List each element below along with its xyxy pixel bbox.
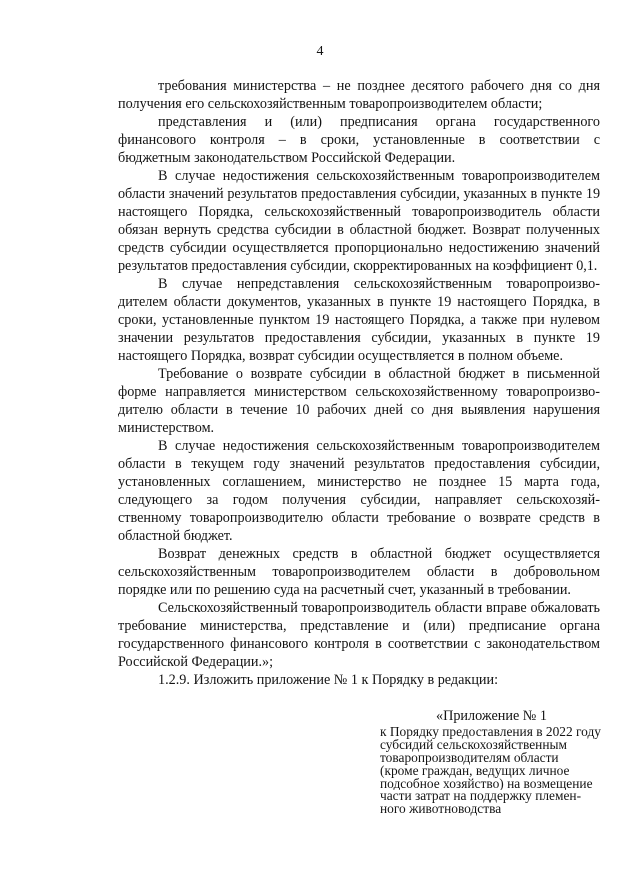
appendix-caption-line: подсобное хозяйство) на возмещение [380, 777, 593, 791]
appendix-caption-line: субсидий сельскохозяйственным [380, 738, 567, 752]
paragraph [118, 671, 600, 689]
paragraph [118, 167, 600, 275]
text-line: финансового контроля – в сроки, установленные в соответствии с [118, 132, 600, 148]
text-line: форме направляется министерством сельскохозяйственному товаропроизво- [118, 384, 600, 400]
text-line: результатов предоставления субсидии, скорректированных на коэффициент 0,1. [118, 258, 598, 274]
text-line: настоящего Порядка, сельскохозяйственный товаропроизводитель области [118, 204, 600, 220]
text-line: требования министерства – не позднее десятого рабочего дня со дня [158, 78, 600, 94]
paragraph [118, 599, 600, 671]
text-line: обязан вернуть средства субсидии в областной бюджет. Возврат полученных [118, 222, 600, 238]
appendix-caption-line: части затрат на поддержку племен- [380, 790, 582, 804]
text-line: областной бюджет. [118, 528, 233, 544]
paragraph [118, 113, 600, 167]
page-number: 4 [316, 44, 324, 59]
paragraph [118, 545, 600, 599]
text-line: настоящего Порядка, возврат субсидии осуществляется в полном объеме. [118, 348, 564, 364]
text-line: министерством. [118, 420, 215, 436]
text-line: В случае непредставления сельскохозяйственным товаропроизво- [158, 276, 600, 292]
text-line: сроки, установленные пунктом 19 настоящего Порядка, а также при нулевом [118, 312, 600, 328]
text-line: Требование о возврате субсидии в областной бюджет в письменной [158, 366, 600, 382]
text-line: государственного финансового контроля в соответствии с законодательством [118, 636, 600, 652]
paragraph [118, 275, 600, 365]
appendix-caption-line: ного животноводства [380, 803, 502, 817]
text-line: бюджетным законодательством Российской Федерации. [118, 150, 456, 166]
text-line: требование министерства, представление и (или) предписание органа [118, 618, 600, 634]
text-line: области значений результатов предоставления субсидии, указанных в пункте 19 [118, 186, 600, 202]
paragraph [118, 77, 600, 113]
paragraph [118, 437, 600, 545]
text-line: В случае недостижения сельскохозяйственным товаропроизводителем [158, 438, 600, 454]
text-line: сельскохозяйственным товаропроизводителем области в добровольном [118, 564, 600, 580]
text-line: порядке или по решению суда на расчетный счет, указанный в требовании. [118, 582, 571, 598]
text-line: значении результатов предоставления субсидии, указанных в пункте 19 [118, 330, 600, 346]
text-line: В случае недостижения сельскохозяйственным товаропроизводителем [158, 168, 600, 184]
text-line: установленных соглашением, министерство не позднее 15 марта года, [118, 474, 600, 490]
text-line: дителем области документов, указанных в пункте 19 настоящего Порядка, в [118, 294, 600, 310]
text-line: следующего за годом получения субсидии, направляет сельскохозяй- [118, 492, 600, 508]
text-line: Возврат денежных средств в областной бюджет осуществляется [158, 546, 600, 562]
appendix-title: «Приложение № 1 [436, 708, 547, 724]
appendix-caption-line: к Порядку предоставления в 2022 году [380, 726, 602, 739]
text-line: представления и (или) предписания органа государственного [158, 114, 600, 130]
text-line: Сельскохозяйственный товаропроизводитель области вправе обжаловать [158, 600, 600, 616]
appendix-caption-line: товаропроизводителям области [380, 751, 559, 765]
appendix-caption [380, 726, 604, 816]
text-line: Российской Федерации.»; [118, 654, 274, 670]
text-line: средств субсидии осуществляется пропорционально недостижению значений [118, 240, 600, 256]
text-line: ственному товаропроизводителю области требование о возврате средств в [118, 510, 600, 526]
text-line: получения его сельскохозяйственным товаропроизводителем области; [118, 96, 543, 112]
text-line: области в текущем году значений результатов предоставления субсидии, [118, 456, 600, 472]
text-line: дителю области в течение 10 рабочих дней со дня выявления нарушения [118, 402, 600, 418]
paragraph [118, 365, 600, 437]
document-body [118, 77, 600, 689]
appendix-caption-line: (кроме граждан, ведущих личное [380, 764, 570, 778]
text-line: 1.2.9. Изложить приложение № 1 к Порядку в редакции: [158, 672, 499, 688]
